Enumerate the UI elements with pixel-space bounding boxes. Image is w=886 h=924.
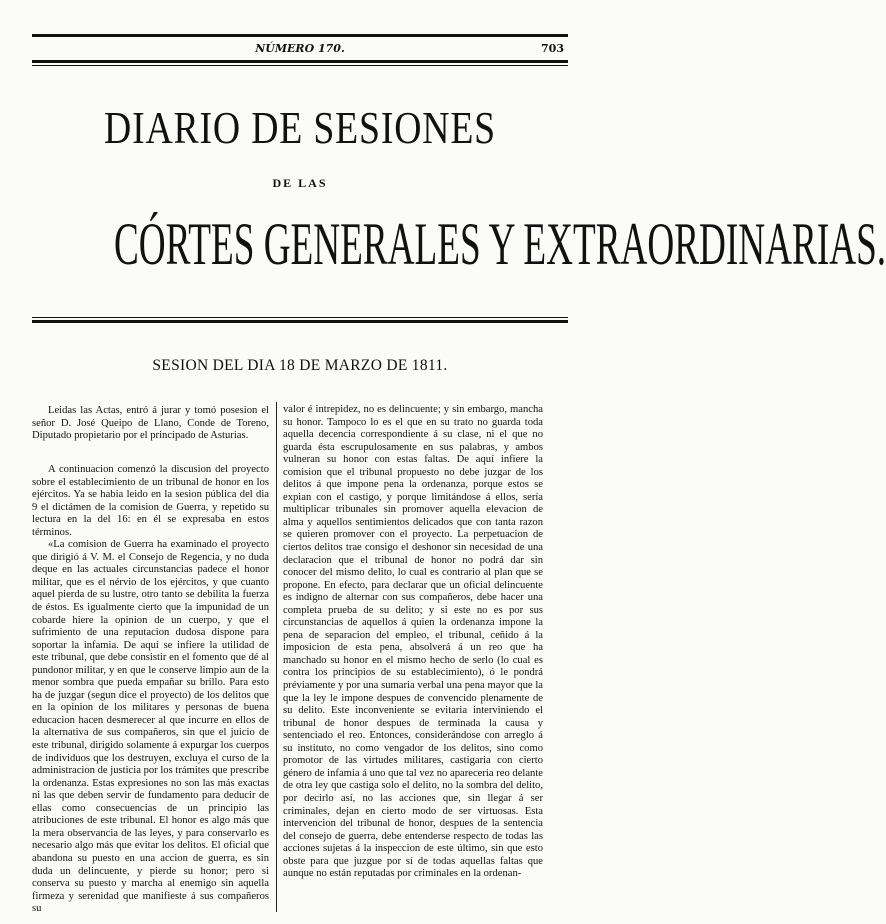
header-rule-thin bbox=[32, 65, 568, 66]
left-paragraph-2 bbox=[32, 464, 269, 916]
left-paragraph-1 bbox=[32, 405, 269, 443]
right-column bbox=[283, 404, 543, 881]
oath-paragraph: Leidas las Actas, entró á jurar y tomó posesion el señor D. José Queipo de Llano, Conde de Toreno, Diputado propietario por el principado de Asturias. bbox=[32, 405, 269, 442]
top-rule-thick bbox=[32, 34, 568, 37]
running-header bbox=[32, 42, 568, 58]
discussion-intro: A continuacion comenzó la discusion del proyecto sobre el establecimiento de un tribunal de honor en los ejércitos. Ya se habia leido en la sesion pública del dia 9 el dictámen de la comision de Guerra, y repetido su lectura en la del 16: en él se expresaba en estos términos. bbox=[32, 464, 269, 538]
header-rule-thick bbox=[32, 60, 568, 63]
masthead-rule-thin bbox=[32, 317, 568, 318]
page-number: 703 bbox=[541, 42, 564, 55]
masthead-title: DIARIO DE SESIONES bbox=[104, 102, 496, 153]
column-separator bbox=[276, 402, 277, 912]
masthead-rule-thick bbox=[32, 320, 568, 323]
right-paragraph-1: valor é intrepidez, no es delincuente; y sin embargo, mancha su honor. Tampoco lo es el que en su trato no guarda toda aquella decencia correspondiente á su clase, ni el que no guarda ésta escrupulosamente en sus palabras, y ambos vulneran su honor con estas faltas. De aquí infiere la comision que el tribunal propuesto no debe juzgar de los delitos á que impone pena la ordenanza, porque estos se expian con el castigo, y porque limitándose á ellos, sería multiplicar tribunales sin promover aquella elevacion de alma y aquellos sentimientos delicados que con tanta razon se quieren promover con el proyecto. La perpetuacion de ciertos delitos trae consigo el deshonor sin necesidad de una declaracion que el tribunal de honor no podrá dar sin conocer del mismo delito, lo cual es contrario al plan que se propone. En efecto, para declarar que un oficial delincuente es indigno de alternar con sus compañeros, debe hacer una completa prueba de su delito; y si este no es por sus circunstancias de aquellos á quien la ordenanza impone la pena de separacion del empleo, el tribunal, ceñido á la imposicion de esta pena, absolverá á un reo que ha manchado su honor en el mismo hecho de serlo (lo cual es contra los principios de su establecimiento), ó le pondrá préviamente y por una sumaria verbal una pena mayor que la que la ley le impone despues de convencido plenamente de su delito. Este inconveniente se evitaria interviniendo el tribunal de honor despues de terminada la causa y sentenciado el reo. Entonces, considerándose con arreglo á su instituto, no como vengador de los delitos, sino como promotor de las virtudes militares, castigaria con cierto género de infamia á uno que tal vez no apareceria reo delante de otra ley que castiga solo el delito, no la sombra del delito, por decirlo así, no las acciones que, sin llegar á ser criminales, dejan en cierto modo de ser virtuosas. Esta intervencion del tribunal de honor, despues de la sentencia del consejo de guerra, debe entenderse respecto de todas las acciones sujetas á la inspeccion de este último, sin que esto obste para que juzgue por sí de todas aquellas faltas que aunque no están reputadas por criminales en la ordenan- bbox=[283, 404, 543, 880]
commission-report: «La comision de Guerra ha examinado el proyecto que dirigió á V. M. el Consejo de Regencia, y no duda deque en las actuales circunstancias padece el honor militar, que es el nérvio de los ejércitos, y que cuanto aquel pierda de su lustre, otro tanto se debilita la fuerza de éstos. Es igualmente cierto que la impunidad de un cobarde hiere la opinion de un cuerpo, y que el sufrimiento de una reputacion dudosa dispone para soportar la infamia. De aquí se infiere la utilidad de este tribunal, que debe consistir en el fomento que dé al pundonor militar, y en que le conserve limpio aun de la menor sombra que pueda empañar su brillo. Para esto ha de juzgar (segun dice el proyecto) de los delitos que en la opinion de los militares y personas de buena educacion hacen desmerecer al que incurre en ellos de la alternativa de sus compañeros, sin que el juicio de este tribunal, dirigido solamente á expurgar los cuerpos de individuos que los destruyen, excluya el curso de la administracion de justicia por los trámites que prescribe la ordenanza. Estas expresiones no son las más exactas ni las que deben servir de fundamento para deducir de ellas como consecuencias de un principio las atribuciones de este tribunal. El honor es algo más que la mera observancia de las leyes, y para conservarlo es necesario algo más que evitar los delitos. El oficial que abandona su puesto en una accion de guerra, es sin duda un delincuente, y pierde su honor; pero si conserva su puesto y marcha al enemigo sin aquella firmeza y serenidad que manifieste á sus compañeros su bbox=[32, 539, 269, 915]
issue-number: NÚMERO 170. bbox=[255, 42, 345, 55]
masthead-de-las: DE LAS bbox=[272, 176, 328, 190]
session-title: SESION DEL DIA 18 DE MARZO DE 1811. bbox=[152, 357, 448, 374]
masthead-cortes: CÓRTES GENERALES Y EXTRAORDINARIAS. bbox=[114, 211, 886, 277]
